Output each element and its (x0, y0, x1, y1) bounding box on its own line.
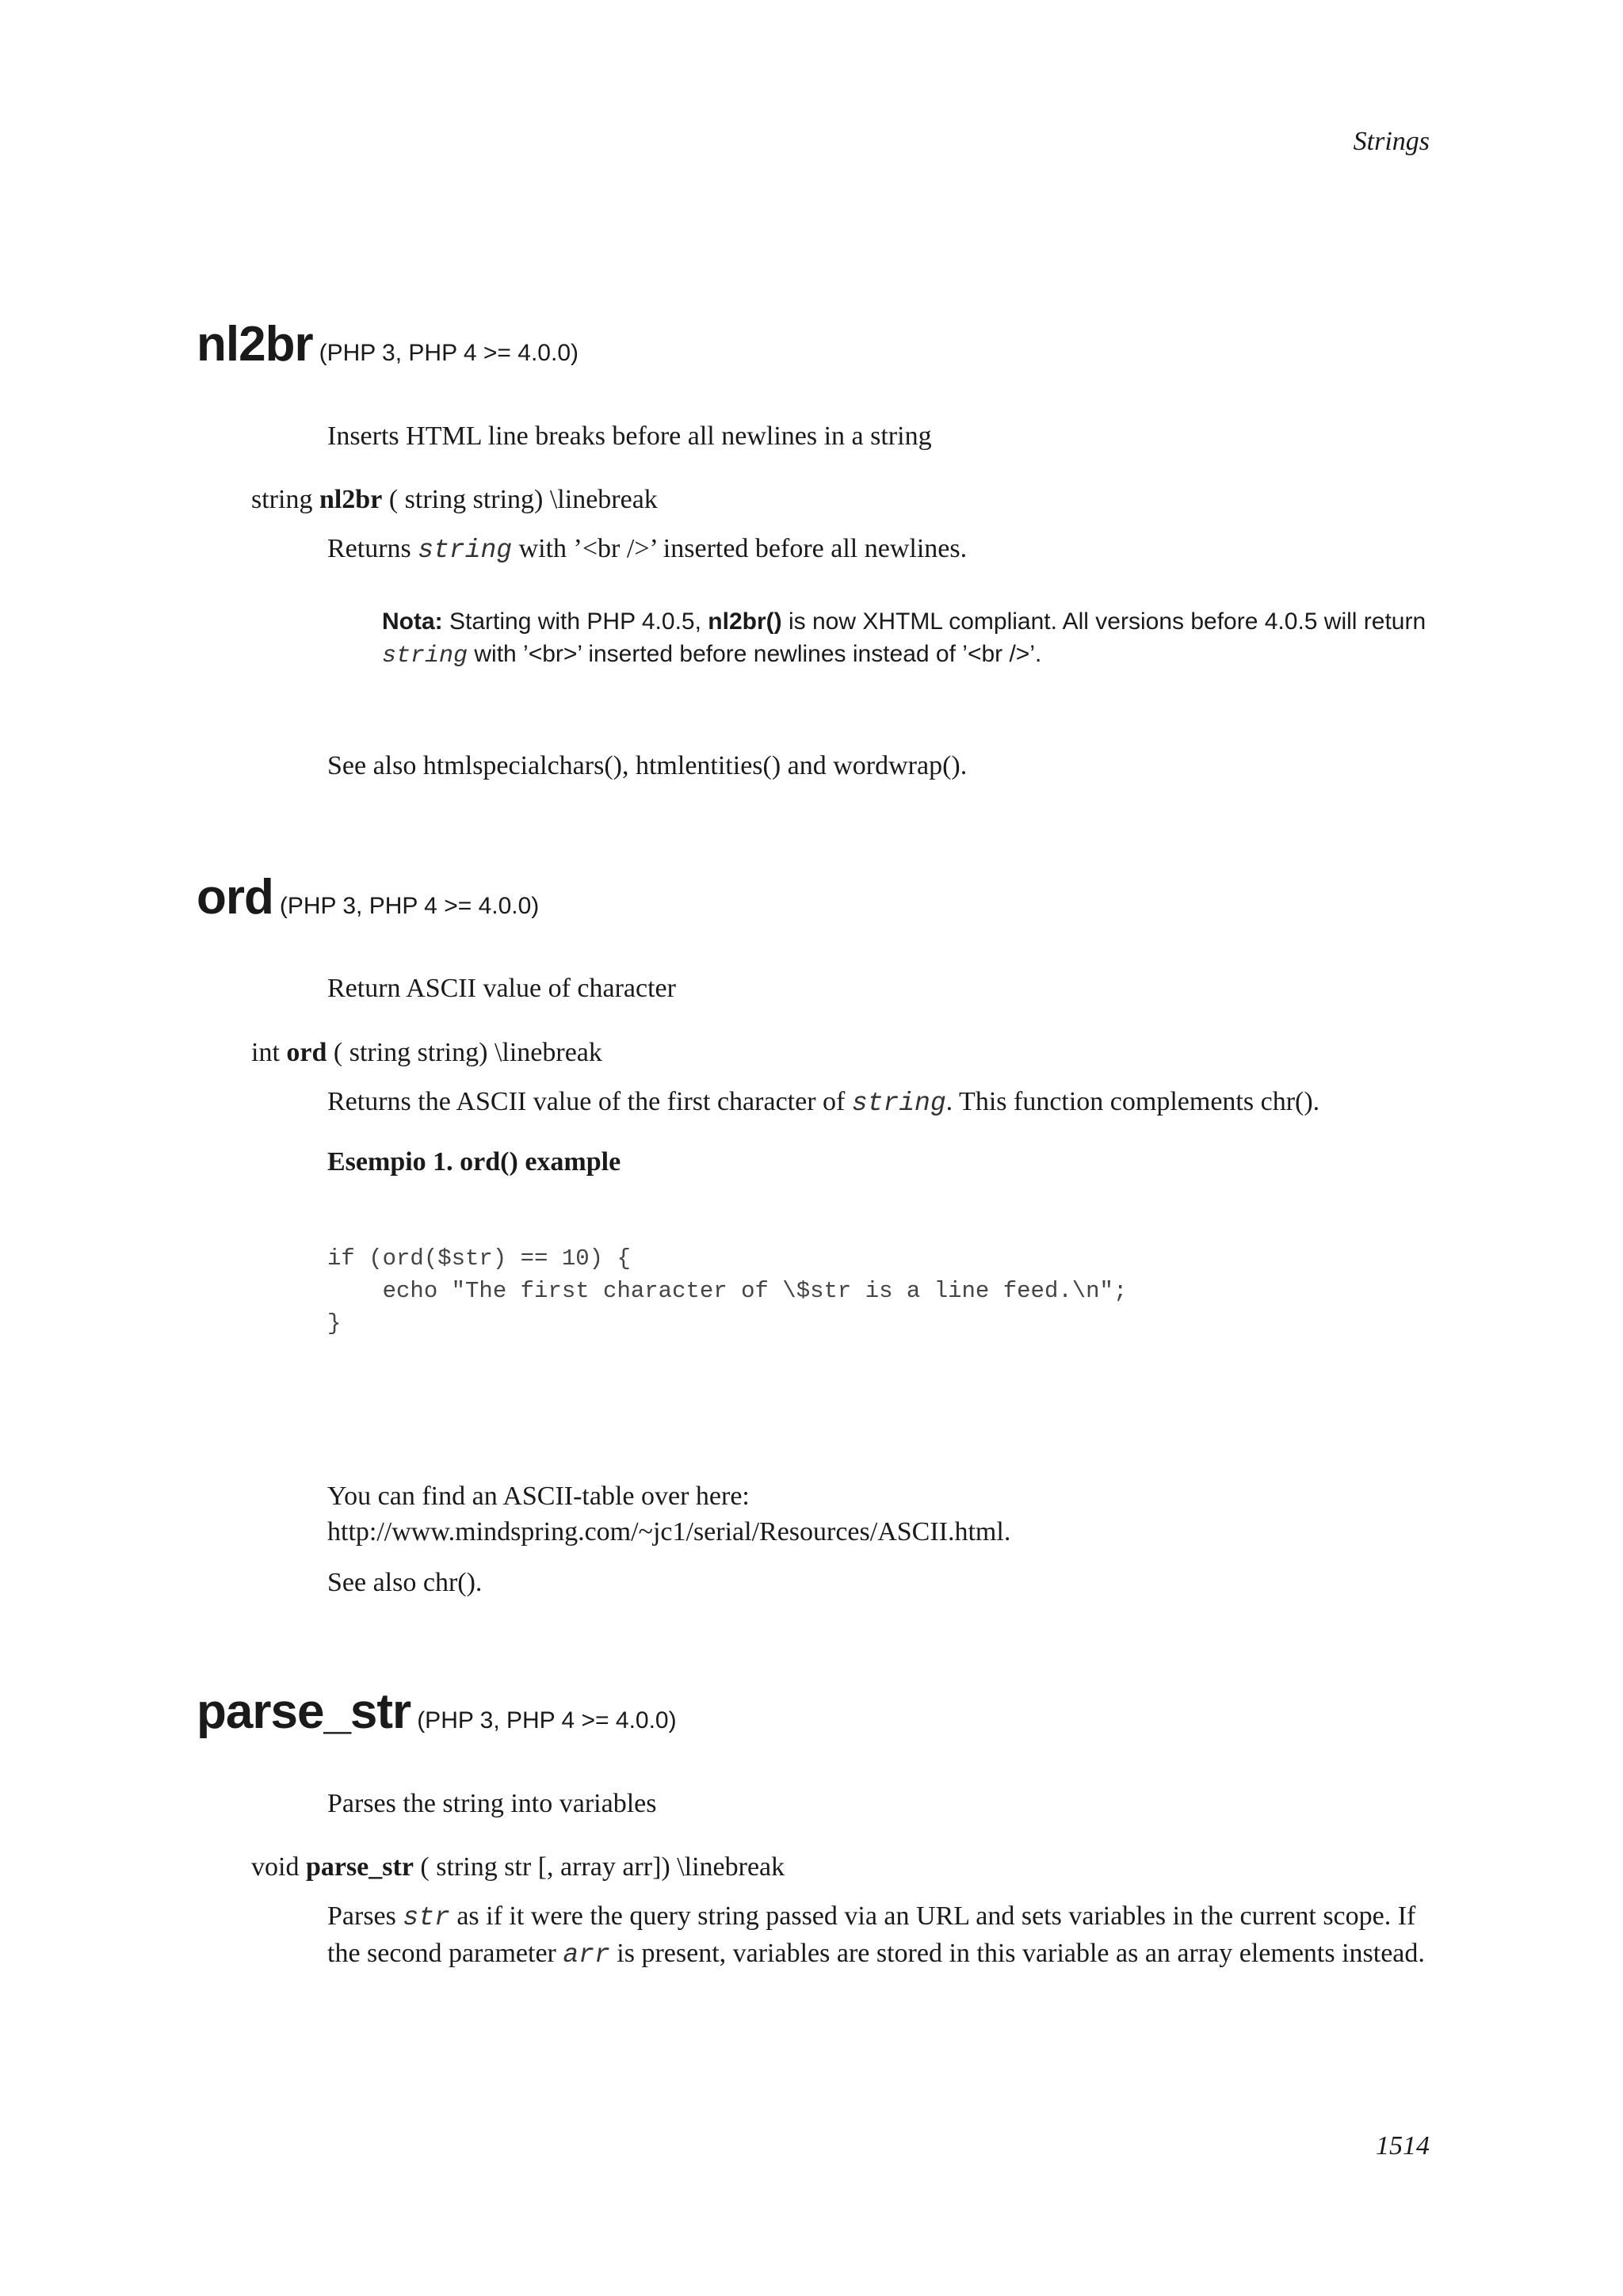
nl2br-see-also: See also htmlspecialchars(), htmlentities() and wordwrap(). (327, 751, 968, 780)
ord-ascii-table-link: http://www.mindspring.com/~jc1/serial/Resources/ASCII.html. (327, 1517, 1011, 1547)
ord-version: (PHP 3, PHP 4 >= 4.0.0) (279, 893, 540, 919)
ord-code-example: if (ord($str) == 10) { echo "The first character of \$str is a line feed.\n"; } (327, 1245, 1128, 1337)
nl2br-desc-after: with ’<br />’ inserted before all newlines. (512, 534, 968, 563)
ord-synopsis (251, 1035, 602, 1070)
parse-str-heading (197, 1684, 677, 1739)
nl2br-note-param: string (382, 643, 468, 669)
parse-str-desc-text-3: is present, variables are stored in this variable as an array elements instead. (609, 1939, 1425, 1968)
nl2br-synopsis (251, 482, 658, 517)
nl2br-description (327, 531, 1437, 568)
parse-str-desc-param-str: str (403, 1903, 450, 1932)
parse-str-synopsis-params: ( string str [, array arr]) \linebreak (420, 1852, 785, 1882)
nl2br-note-text-2: is now XHTML compliant. All versions before 4.0.5 will return (781, 608, 1426, 635)
ord-synopsis-func: ord (286, 1038, 327, 1067)
ord-synopsis-params: ( string string) \linebreak (333, 1038, 602, 1067)
ord-return-type: int (251, 1038, 280, 1067)
nl2br-desc-before: Returns (327, 534, 418, 563)
nl2br-note (382, 605, 1436, 673)
ord-ascii-table-line-1: You can find an ASCII-table over here: (327, 1482, 750, 1511)
nl2br-note-func: nl2br() (708, 608, 782, 635)
ord-description (327, 1084, 1437, 1121)
page-number: 1514 (1376, 2131, 1430, 2161)
ord-example-title: Esempio 1. ord() example (327, 1147, 621, 1177)
nl2br-heading (197, 317, 579, 372)
parse-str-version: (PHP 3, PHP 4 >= 4.0.0) (417, 1707, 677, 1733)
parse-str-synopsis-func: parse_str (305, 1852, 414, 1882)
parse-str-synopsis (251, 1849, 785, 1885)
nl2br-return-type: string (251, 485, 313, 514)
nl2br-title: nl2br (197, 317, 313, 372)
nl2br-synopsis-params: ( string string) \linebreak (388, 485, 658, 514)
parse-str-description (327, 1898, 1437, 1973)
ord-desc-before: Returns the ASCII value of the first character of (327, 1087, 852, 1116)
ord-see-also: See also chr(). (327, 1568, 483, 1597)
nl2br-purpose: Inserts HTML line breaks before all newlines in a string (327, 421, 932, 451)
parse-str-desc-text-1: Parses (327, 1901, 403, 1931)
parse-str-title: parse_str (197, 1684, 411, 1739)
ord-heading (197, 870, 540, 925)
nl2br-version: (PHP 3, PHP 4 >= 4.0.0) (319, 340, 579, 366)
nl2br-synopsis-func: nl2br (319, 485, 383, 514)
ord-desc-param: string (851, 1089, 946, 1118)
ord-desc-after: . This function complements chr(). (945, 1087, 1320, 1116)
parse-str-purpose: Parses the string into variables (327, 1789, 657, 1818)
parse-str-desc-param-arr: arr (563, 1940, 610, 1970)
parse-str-return-type: void (251, 1852, 300, 1882)
nl2br-note-label: Nota: (382, 608, 443, 635)
running-head: Strings (1353, 127, 1430, 156)
parse-str-desc-text-2: as if it were the query string passed via an URL and sets variables in the current scope. If the second parameter (327, 1901, 1416, 1968)
nl2br-note-text-1: Starting with PHP 4.0.5, (442, 608, 708, 635)
ord-purpose: Return ASCII value of character (327, 974, 676, 1003)
nl2br-desc-param: string (418, 536, 513, 565)
nl2br-note-text-3: with ’<br>’ inserted before newlines instead of ’<br />’. (468, 641, 1042, 667)
ord-title: ord (197, 870, 273, 925)
